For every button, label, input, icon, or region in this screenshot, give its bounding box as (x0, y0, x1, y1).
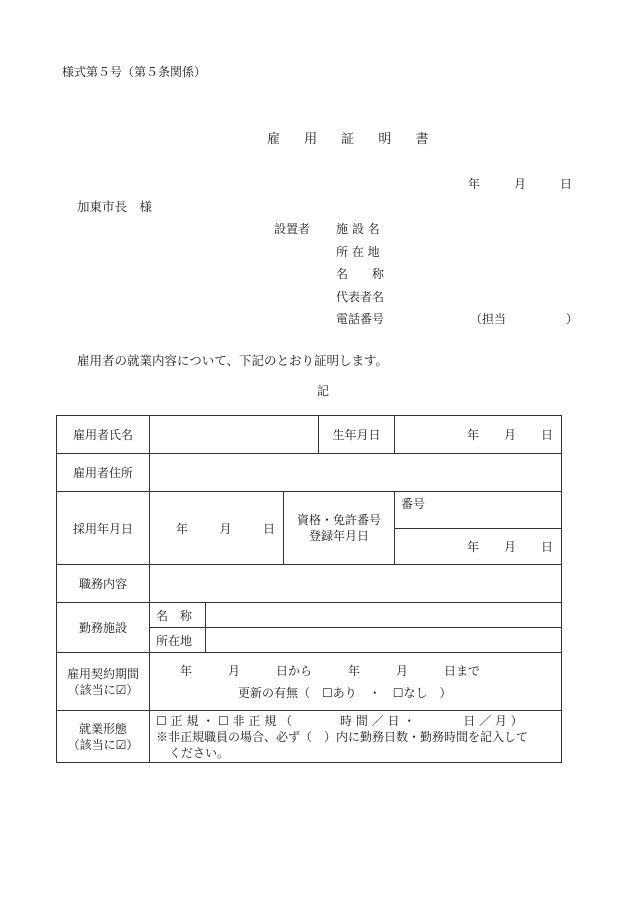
establishment-label: 設置者 (274, 222, 311, 236)
issue-year: 年 (468, 177, 481, 191)
duties-label: 職務内容 (57, 565, 150, 603)
facility-name-label: 施 設 名 (336, 222, 380, 236)
document-title: 雇 用 証 明 書 (267, 132, 439, 147)
contract-period-label (57, 653, 150, 711)
employment-type-label-line2: （該当に☑） (67, 737, 139, 752)
employment-type-note-line1: ※非正規職員の場合、必ず（ ）内に勤務日数・勤務時間を記入して (156, 729, 529, 744)
employment-type-label (57, 711, 150, 763)
license-number-field[interactable] (395, 492, 562, 529)
contract-period-label-line2: （該当に☑） (67, 682, 139, 697)
hire-month: 月 (219, 521, 232, 536)
duties-field[interactable] (150, 565, 562, 603)
table-row (57, 416, 562, 454)
contract-period-text: 年 月 日から 年 月 日まで (180, 663, 481, 678)
workplace-name-label: 名 称 (150, 603, 206, 628)
table-row (57, 454, 562, 492)
employment-type-label-line1: 就業形態 (78, 721, 127, 736)
table-row (57, 711, 562, 763)
contract-period-label-line1: 雇用契約期間 (66, 666, 139, 681)
contact-person: （担当 ） (470, 312, 579, 326)
renewal-text: 更新の有無（ ☐あり ・ ☐なし ） (238, 685, 452, 700)
hire-date-field[interactable] (150, 492, 284, 565)
employee-name-field[interactable] (150, 416, 319, 454)
workplace-label: 勤務施設 (57, 603, 150, 653)
employment-table (56, 415, 562, 763)
workplace-location-label: 所在地 (150, 628, 206, 653)
workplace-name-field[interactable] (206, 603, 562, 628)
birth-day: 日 (540, 428, 553, 442)
birth-month: 月 (504, 428, 517, 442)
registration-day: 日 (540, 540, 553, 554)
table-row (57, 565, 562, 603)
issue-day: 日 (560, 177, 573, 191)
table-row (57, 653, 562, 711)
ki-marker: 記 (317, 384, 330, 398)
issue-month: 月 (514, 177, 527, 191)
address-field[interactable] (150, 454, 562, 492)
qualification-label (284, 492, 395, 565)
employment-type-note-line2: ください。 (169, 745, 230, 760)
birth-year: 年 (467, 428, 480, 442)
workplace-location-field[interactable] (206, 628, 562, 653)
certification-statement: 雇用者の就業内容について、下記のとおり証明します。 (77, 353, 389, 368)
registration-month: 月 (504, 540, 517, 554)
birth-date-label: 生年月日 (319, 416, 395, 454)
hire-day: 日 (262, 521, 275, 536)
facility-title-label: 名 称 (336, 267, 385, 281)
phone-label: 電話番号 (336, 312, 385, 326)
hire-year: 年 (176, 521, 189, 536)
issue-date (468, 175, 572, 192)
birth-date-field[interactable] (395, 416, 562, 454)
hire-date-label: 採用年月日 (57, 492, 150, 565)
representative-label: 代表者名 (336, 290, 385, 304)
employee-name-label: 雇用者氏名 (57, 416, 150, 454)
addressee: 加東市長 様 (77, 199, 153, 214)
employment-type-field[interactable] (150, 711, 562, 763)
table-row (57, 492, 562, 529)
qualification-label-line1: 資格・免許番号 (297, 513, 382, 527)
facility-location-label: 所 在 地 (336, 245, 380, 259)
registration-year: 年 (467, 540, 480, 554)
address-label: 雇用者住所 (57, 454, 150, 492)
registration-date-field[interactable] (395, 529, 562, 565)
table-row (57, 603, 562, 628)
form-number: 様式第５号（第５条関係） (62, 65, 207, 79)
qualification-label-line2: 登録年月日 (309, 529, 370, 543)
employment-type-text: ☐ 正 規 ・ ☐ 非 正 規 （ 時 間 ／ 日 ・ 日 ／ 月 ） (156, 713, 523, 728)
contract-period-field[interactable] (150, 653, 562, 711)
license-number-label: 番号 (401, 497, 426, 511)
